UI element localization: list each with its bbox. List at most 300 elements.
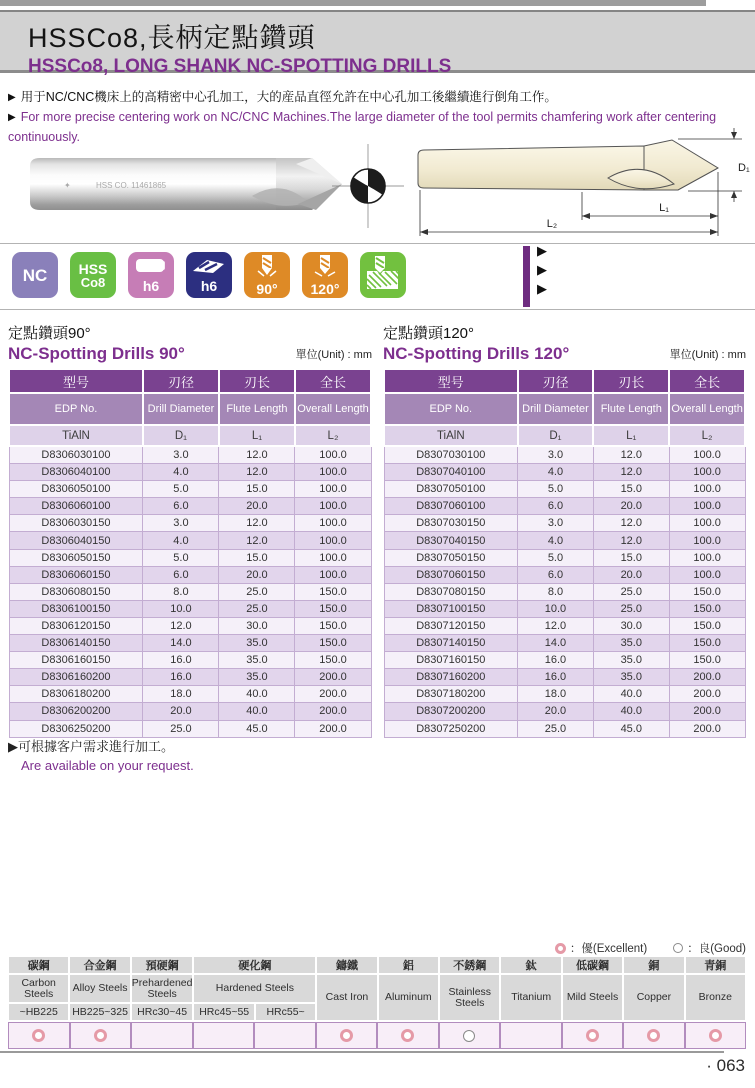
rating-cell [131, 1022, 193, 1049]
drill-photo [24, 136, 406, 238]
edp-no: D8306050100 [9, 481, 143, 498]
icon-label: NC [22, 265, 48, 285]
edp-no: D8307100150 [384, 600, 518, 617]
col-header-zh: 刃长 [219, 369, 295, 393]
col-header-sym: L₁ [593, 425, 669, 446]
excellent-icon [555, 943, 566, 954]
drill-diameter: 14.0 [518, 635, 594, 652]
edp-no: D8307060150 [384, 566, 518, 583]
overall-length: 150.0 [669, 583, 745, 600]
excellent-icon [709, 1029, 722, 1042]
excellent-icon [32, 1029, 45, 1042]
table-row [384, 481, 745, 498]
drill-table [8, 368, 372, 738]
material-header [8, 956, 746, 1021]
overall-length: 100.0 [669, 566, 745, 583]
material-name-en: Carbon Steels [8, 974, 69, 1003]
edp-no: D8306080150 [9, 583, 143, 600]
drill-diameter: 20.0 [143, 703, 219, 720]
flute-length: 35.0 [219, 669, 295, 686]
overall-length: 200.0 [669, 669, 745, 686]
intro-text-en: For more precise centering work on NC/CNC Machines.The large diameter of the tool permits chamfering work after centering continuously. [8, 110, 717, 144]
drill-photo-svg [24, 136, 406, 238]
hardness-range: HRc55~ [255, 1003, 316, 1021]
drill-diameter: 5.0 [518, 481, 594, 498]
edp-no: D8306040150 [9, 532, 143, 549]
flute-length: 35.0 [593, 669, 669, 686]
edp-no: D8307200200 [384, 703, 518, 720]
overall-length: 100.0 [295, 515, 371, 532]
drill-diameter: 12.0 [143, 617, 219, 634]
drill-diameter: 20.0 [518, 703, 594, 720]
table-row [384, 617, 745, 634]
drill-diameter: 10.0 [143, 600, 219, 617]
table-row [9, 600, 371, 617]
hardness-range: HRc45~55 [193, 1003, 254, 1021]
flute-length: 20.0 [219, 498, 295, 515]
section-title-zh: 定點鑽頭120° [383, 325, 475, 342]
edp-no: D8307180200 [384, 686, 518, 703]
edp-no: D8307080150 [384, 583, 518, 600]
overall-length: 100.0 [295, 481, 371, 498]
icon-shank-h6-glyph [134, 257, 168, 279]
overall-length: 150.0 [295, 652, 371, 669]
top-strip [0, 0, 706, 6]
col-header-en: Overall Length [669, 393, 745, 425]
brand-logo: ✦ [64, 181, 71, 190]
edp-no: D8306250200 [9, 720, 143, 737]
table-row [384, 635, 745, 652]
icon-shank-h6 [128, 252, 174, 298]
dimension-drawing [412, 128, 752, 242]
dim-label-d1: D₁ [738, 162, 750, 174]
drill-diameter: 14.0 [143, 635, 219, 652]
flute-length: 12.0 [219, 515, 295, 532]
table-row [384, 446, 745, 464]
overall-length: 100.0 [295, 532, 371, 549]
legend-good-label: ：良(Good) [687, 943, 746, 955]
flute-length: 12.0 [219, 446, 295, 464]
material-name-zh: 低碳鋼 [562, 956, 623, 974]
page-subtitle: HSSCo8, LONG SHANK NC-SPOTTING DRILLS [28, 56, 452, 77]
drill-diameter: 6.0 [143, 498, 219, 515]
page-number: · 063 [706, 1056, 745, 1075]
drill-diameter: 3.0 [143, 515, 219, 532]
legend-excellent-label: ：優(Excellent) [569, 943, 648, 955]
intro-text-zh: 用于NC/CNC機床上的高精密中心孔加工，大的産品直徑允許在中心孔加工後繼續進行倒角工作。 [20, 90, 557, 104]
footnote-zh-text: 可根據客户需求進行加工。 [18, 739, 175, 754]
col-header-sym: L₁ [219, 425, 295, 446]
table-row [384, 652, 745, 669]
edp-no: D8306160200 [9, 669, 143, 686]
intro-line-zh [8, 88, 750, 108]
excellent-icon [340, 1029, 353, 1042]
footer-divider [0, 1051, 724, 1053]
rating-cell [193, 1022, 255, 1049]
table-row [9, 566, 371, 583]
purple-accent-bar [523, 246, 530, 307]
page-header [0, 10, 755, 77]
material-name-en: Hardened Steels [193, 974, 316, 1003]
flute-length: 35.0 [593, 652, 669, 669]
footnote-en: Are available on your request. [21, 758, 194, 773]
flute-length: 20.0 [593, 566, 669, 583]
table-row [9, 703, 371, 720]
table-row [384, 720, 745, 737]
col-header-en: Flute Length [219, 393, 295, 425]
edp-no: D8306120150 [9, 617, 143, 634]
table-row [384, 583, 745, 600]
drill-diameter: 3.0 [518, 446, 594, 464]
overall-length: 150.0 [669, 617, 745, 634]
dim-label-l1: L₁ [659, 202, 669, 214]
flute-length: 12.0 [593, 446, 669, 464]
overall-length: 100.0 [295, 498, 371, 515]
material-name-zh: 合金鋼 [69, 956, 130, 974]
table-row [384, 532, 745, 549]
drill-diameter: 3.0 [518, 515, 594, 532]
col-header-sym: D₁ [518, 425, 594, 446]
arrow-list [537, 244, 547, 295]
bullet-arrow-icon: ▶ [8, 92, 16, 103]
drill-diameter: 25.0 [143, 720, 219, 737]
edp-no: D8306060100 [9, 498, 143, 515]
icon-point-angle-120 [302, 252, 348, 298]
material-name-en: Cast Iron [316, 974, 377, 1021]
divider [0, 309, 755, 310]
icon-label: h6 [200, 278, 218, 294]
drill-diameter: 25.0 [518, 720, 594, 737]
overall-length: 150.0 [669, 600, 745, 617]
divider [0, 243, 755, 244]
overall-length: 200.0 [295, 720, 371, 737]
edp-no: D8306100150 [9, 600, 143, 617]
drill-diameter: 6.0 [518, 498, 594, 515]
col-header-sym: L₂ [295, 425, 371, 446]
drill-table [383, 368, 746, 738]
flute-length: 45.0 [219, 720, 295, 737]
bullet-arrow-icon: ▶ [8, 112, 16, 123]
overall-length: 100.0 [669, 498, 745, 515]
flute-length: 35.0 [593, 635, 669, 652]
edp-no: D8307050100 [384, 481, 518, 498]
overall-length: 200.0 [295, 703, 371, 720]
overall-length: 100.0 [669, 464, 745, 481]
material-name-zh: 預硬鋼 [131, 956, 194, 974]
material-name-zh: 鑄鐵 [316, 956, 377, 974]
dimension-drawing-svg [412, 128, 752, 242]
material-ratings-row [8, 1022, 746, 1049]
flute-length: 30.0 [593, 617, 669, 634]
drill-diameter: 5.0 [143, 481, 219, 498]
rating-legend [300, 940, 746, 956]
col-header-zh: 刃长 [593, 369, 669, 393]
flute-length: 40.0 [219, 686, 295, 703]
overall-length: 150.0 [669, 652, 745, 669]
col-header-sym: TiAlN [9, 425, 143, 446]
edp-no: D8307050150 [384, 549, 518, 566]
dim-label-l2: L₂ [546, 218, 558, 230]
table-row [9, 498, 371, 515]
rating-cell [623, 1022, 685, 1049]
flute-length: 15.0 [593, 549, 669, 566]
drill-diameter: 4.0 [518, 532, 594, 549]
overall-length: 150.0 [295, 600, 371, 617]
table-row [9, 617, 371, 634]
table-row [9, 549, 371, 566]
arrow-icon: ▶ [537, 262, 547, 277]
drill-diameter: 3.0 [143, 446, 219, 464]
col-header-sym: TiAlN [384, 425, 518, 446]
table-row [9, 446, 371, 464]
overall-length: 150.0 [295, 583, 371, 600]
icon-point-angle-120-glyph [314, 254, 336, 282]
col-header-zh: 全长 [669, 369, 745, 393]
material-name-zh: 青銅 [685, 956, 746, 974]
drill-diameter: 18.0 [518, 686, 594, 703]
flute-length: 30.0 [219, 617, 295, 634]
overall-length: 100.0 [295, 446, 371, 464]
edp-no: D8307030150 [384, 515, 518, 532]
drill-diameter: 16.0 [143, 652, 219, 669]
icon-label: 120° [310, 281, 340, 297]
arrow-icon: ▶ [537, 281, 547, 296]
edp-no: D8306030100 [9, 446, 143, 464]
rating-cell [500, 1022, 562, 1049]
overall-length: 100.0 [669, 515, 745, 532]
overall-length: 100.0 [295, 566, 371, 583]
edp-no: D8307040100 [384, 464, 518, 481]
drill-diameter: 4.0 [143, 532, 219, 549]
table-row [384, 703, 745, 720]
icon-label: h6 [142, 278, 160, 294]
table-row [9, 720, 371, 737]
col-header-zh: 型号 [384, 369, 518, 393]
edp-no: D8307040150 [384, 532, 518, 549]
table-row [384, 669, 745, 686]
excellent-icon [647, 1029, 660, 1042]
material-name-en: Prehardened Steels [131, 974, 194, 1003]
overall-length: 200.0 [669, 720, 745, 737]
col-header-en: Drill Diameter [518, 393, 594, 425]
attribute-icon-row [12, 252, 406, 298]
overall-length: 150.0 [669, 635, 745, 652]
drill-diameter: 8.0 [518, 583, 594, 600]
material-name-en: Alloy Steels [69, 974, 130, 1003]
overall-length: 100.0 [295, 464, 371, 481]
section-title-en: NC-Spotting Drills 90° [8, 344, 185, 363]
edp-no: D8306050150 [9, 549, 143, 566]
drill-diameter: 4.0 [518, 464, 594, 481]
bullet-arrow-icon: ▶ [8, 739, 18, 754]
section-title-zh: 定點鑽頭90° [8, 325, 91, 342]
flute-length: 25.0 [593, 583, 669, 600]
table-row [384, 600, 745, 617]
spotting-table-90 [8, 322, 372, 738]
table-row [384, 515, 745, 532]
drill-diameter: 16.0 [518, 669, 594, 686]
overall-length: 150.0 [295, 617, 371, 634]
hardness-range: HRc30~45 [131, 1003, 194, 1021]
drill-diameter: 16.0 [143, 669, 219, 686]
col-header-en: Overall Length [295, 393, 371, 425]
page-title: HSSCo8,長柄定點鑽頭 [28, 23, 316, 53]
icon-label: HSS [78, 260, 108, 277]
overall-length: 150.0 [295, 635, 371, 652]
edp-no: D8307030100 [384, 446, 518, 464]
edp-no: D8306040100 [9, 464, 143, 481]
rating-cell [439, 1022, 501, 1049]
flute-length: 15.0 [593, 481, 669, 498]
col-header-sym: D₁ [143, 425, 219, 446]
flute-length: 45.0 [593, 720, 669, 737]
overall-length: 100.0 [295, 549, 371, 566]
excellent-icon [586, 1029, 599, 1042]
col-header-zh: 刃径 [143, 369, 219, 393]
table-row [384, 498, 745, 515]
edp-no: D8307060100 [384, 498, 518, 515]
table-row [9, 583, 371, 600]
drill-diameter: 16.0 [518, 652, 594, 669]
drill-diameter: 6.0 [143, 566, 219, 583]
overall-length: 100.0 [669, 446, 745, 464]
material-name-en: Bronze [685, 974, 746, 1021]
rating-cell [377, 1022, 439, 1049]
rating-cell [254, 1022, 316, 1049]
excellent-icon [94, 1029, 107, 1042]
table-row [9, 686, 371, 703]
col-header-zh: 全长 [295, 369, 371, 393]
table-row [9, 652, 371, 669]
table-row [9, 515, 371, 532]
rating-cell [562, 1022, 624, 1049]
col-header-en: Flute Length [593, 393, 669, 425]
flute-length: 20.0 [593, 498, 669, 515]
drill-diameter: 12.0 [518, 617, 594, 634]
col-header-zh: 刃径 [518, 369, 594, 393]
col-header-en: EDP No. [9, 393, 143, 425]
overall-length: 100.0 [669, 532, 745, 549]
rating-cell [685, 1022, 747, 1049]
flute-length: 25.0 [219, 583, 295, 600]
icon-tolerance-h6 [186, 252, 232, 298]
col-header-sym: L₂ [669, 425, 745, 446]
table-row [9, 669, 371, 686]
table-row [9, 635, 371, 652]
table-row [9, 464, 371, 481]
icon-point-angle-90-glyph [256, 254, 278, 282]
footnote [8, 737, 194, 775]
flute-length: 12.0 [219, 532, 295, 549]
overall-length: 100.0 [669, 481, 745, 498]
col-header-en: EDP No. [384, 393, 518, 425]
flute-length: 20.0 [219, 566, 295, 583]
section-title-en: NC-Spotting Drills 120° [383, 344, 570, 363]
excellent-icon [401, 1029, 414, 1042]
overall-length: 200.0 [669, 703, 745, 720]
good-icon [673, 943, 683, 953]
material-name-en: Aluminum [378, 974, 439, 1021]
icon-nc [12, 252, 58, 298]
material-name-en: Stainless Steels [439, 974, 500, 1021]
drill-diameter: 5.0 [518, 549, 594, 566]
flute-length: 40.0 [593, 703, 669, 720]
table-row [9, 481, 371, 498]
table-row [384, 549, 745, 566]
table-row [384, 464, 745, 481]
icon-tolerance-h6-glyph [191, 257, 227, 279]
hardness-range: ~HB225 [8, 1003, 69, 1021]
flute-length: 12.0 [593, 515, 669, 532]
edp-no: D8306180200 [9, 686, 143, 703]
material-name-en: Titanium [500, 974, 561, 1021]
overall-length: 200.0 [295, 686, 371, 703]
col-header-en: Drill Diameter [143, 393, 219, 425]
drill-end-view [332, 144, 404, 228]
good-icon [463, 1030, 475, 1042]
shank-etch-text: HSS CO. 11461865 [96, 181, 167, 190]
material-name-zh: 硬化鋼 [193, 956, 316, 974]
footnote-zh [8, 737, 194, 756]
edp-no: D8307140150 [384, 635, 518, 652]
drill-diameter: 5.0 [143, 549, 219, 566]
flute-length: 12.0 [219, 464, 295, 481]
material-name-en: Mild Steels [562, 974, 623, 1021]
table-row [9, 532, 371, 549]
unit-label: 單位(Unit) : mm [295, 349, 372, 361]
flute-length: 40.0 [219, 703, 295, 720]
flute-length: 35.0 [219, 635, 295, 652]
table-row [384, 686, 745, 703]
table-row [384, 566, 745, 583]
edp-no: D8306030150 [9, 515, 143, 532]
edp-no: D8306160150 [9, 652, 143, 669]
edp-no: D8307160200 [384, 669, 518, 686]
edp-no: D8307120150 [384, 617, 518, 634]
material-name-en: Copper [623, 974, 684, 1021]
rating-cell [8, 1022, 70, 1049]
icon-point-angle-90 [244, 252, 290, 298]
overall-length: 200.0 [669, 686, 745, 703]
rating-cell [316, 1022, 378, 1049]
flute-length: 40.0 [593, 686, 669, 703]
icon-label: 90° [256, 281, 278, 297]
drill-diameter: 8.0 [143, 583, 219, 600]
flute-length: 15.0 [219, 481, 295, 498]
material-name-zh: 鈦 [500, 956, 561, 974]
material-suitability-table [8, 956, 746, 1049]
hardness-range: HB225~325 [69, 1003, 130, 1021]
overall-length: 200.0 [295, 669, 371, 686]
edp-no: D8306200200 [9, 703, 143, 720]
icon-spotting-application-glyph [365, 255, 401, 295]
material-name-zh: 銅 [623, 956, 684, 974]
rating-cell [70, 1022, 132, 1049]
material-name-zh: 鋁 [378, 956, 439, 974]
spotting-table-120 [383, 322, 746, 738]
icon-spotting-application [360, 252, 406, 298]
flute-length: 35.0 [219, 652, 295, 669]
material-name-zh: 不銹鋼 [439, 956, 500, 974]
edp-no: D8307160150 [384, 652, 518, 669]
arrow-icon: ▶ [537, 243, 547, 258]
edp-no: D8306140150 [9, 635, 143, 652]
drill-diameter: 4.0 [143, 464, 219, 481]
edp-no: D8306060150 [9, 566, 143, 583]
flute-length: 12.0 [593, 532, 669, 549]
edp-no: D8307250200 [384, 720, 518, 737]
drill-diameter: 6.0 [518, 566, 594, 583]
